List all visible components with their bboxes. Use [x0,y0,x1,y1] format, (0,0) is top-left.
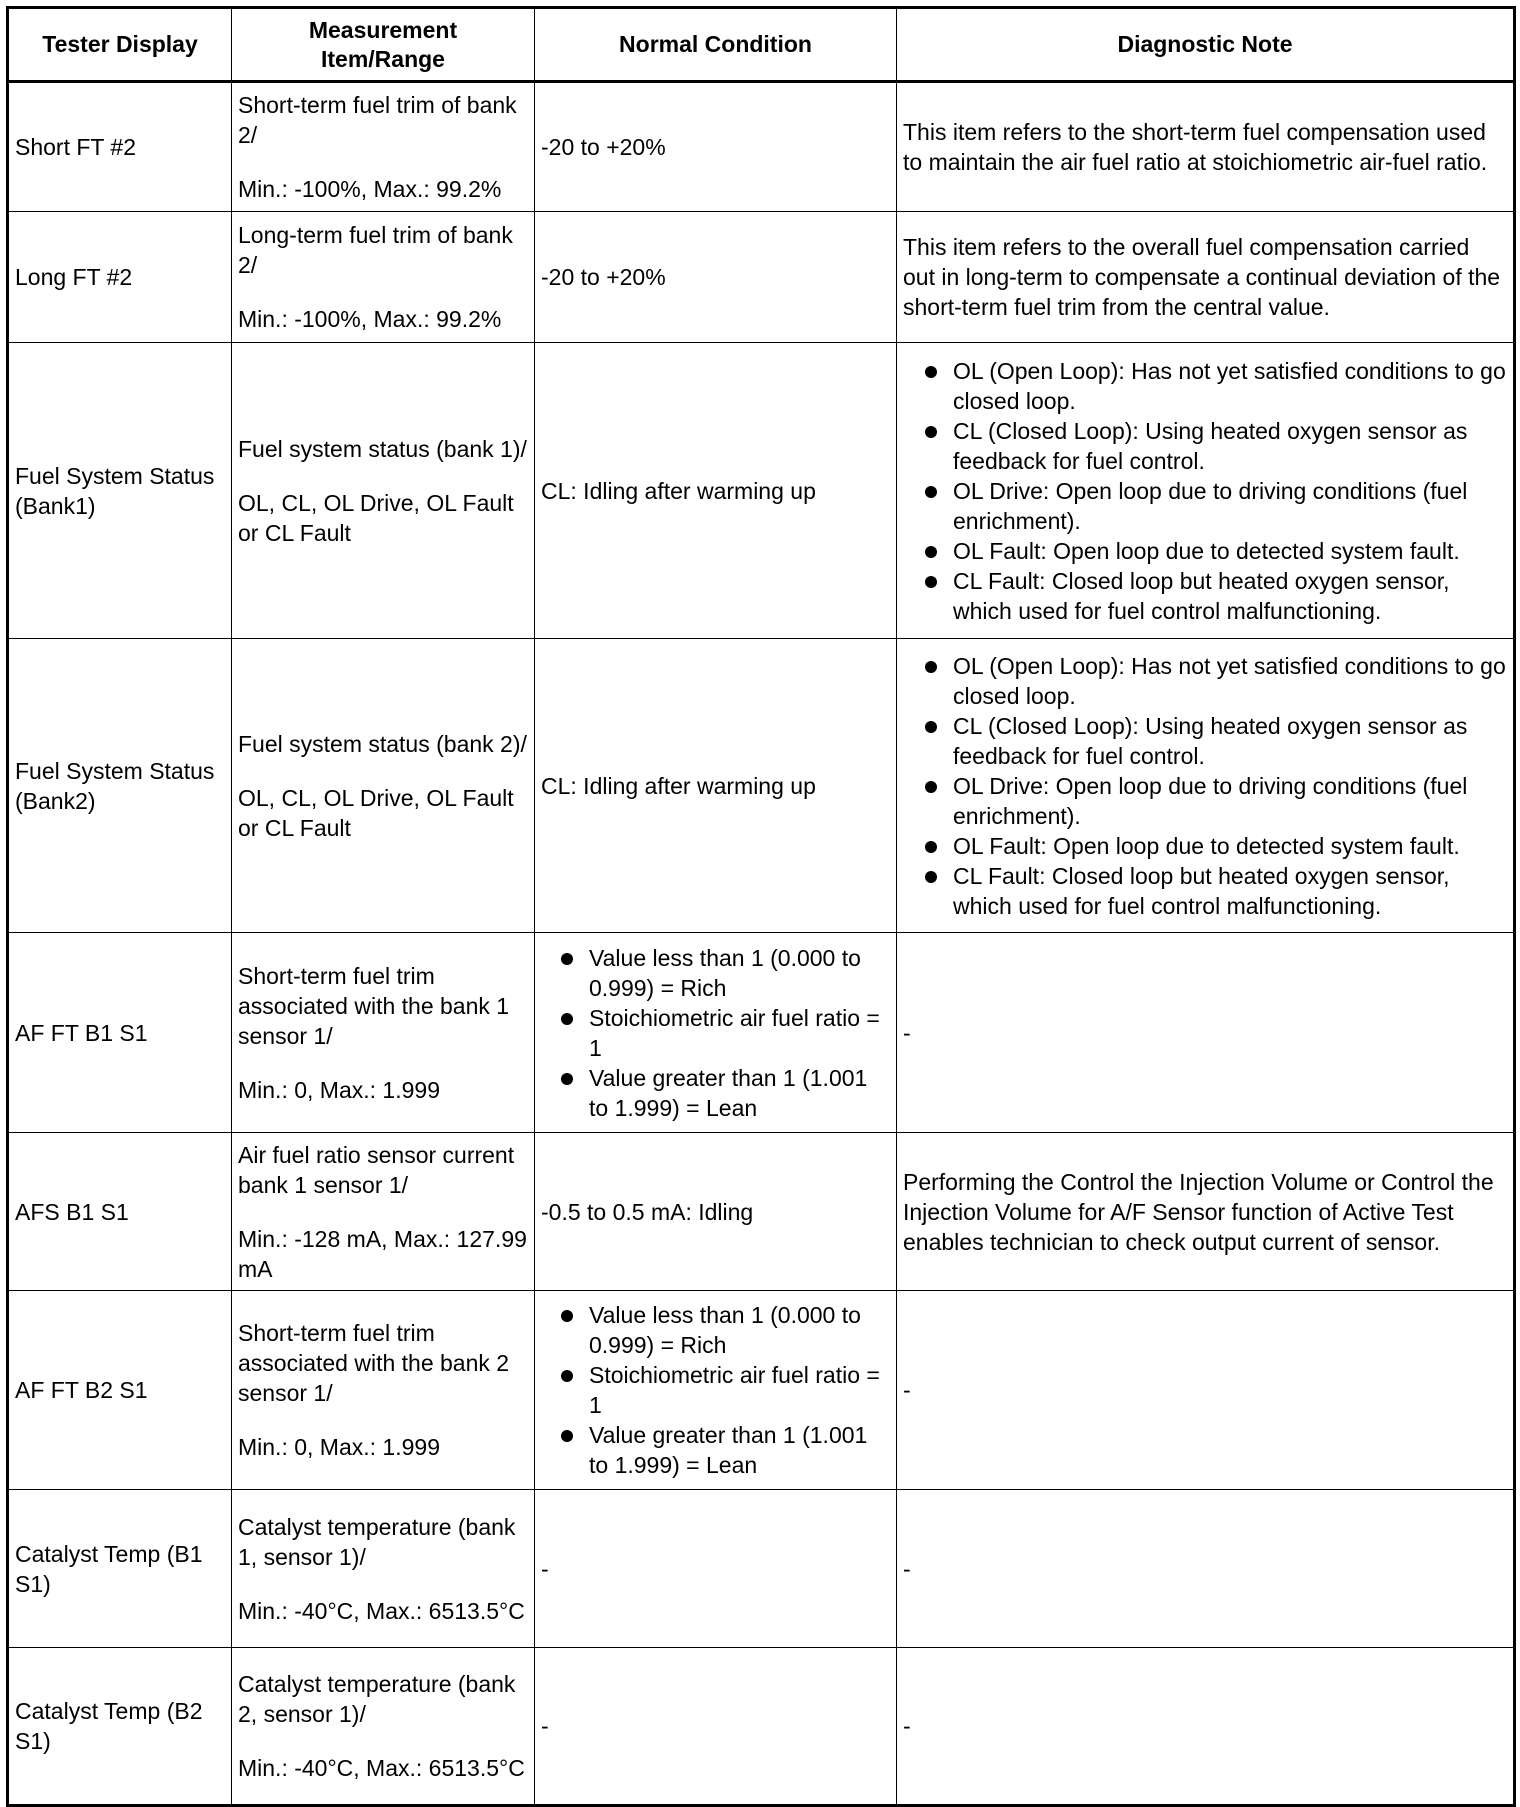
measurement-range: Min.: 0, Max.: 1.999 [238,1076,440,1103]
measurement-cell [232,1133,535,1291]
header-diagnostic-note: Diagnostic Note [897,8,1515,82]
measurement-range: OL, CL, OL Drive, OL Fault or CL Fault [238,489,514,546]
measurement-cell [232,639,535,933]
measurement-item: Short-term fuel trim of bank 2/ [238,92,517,148]
list-item: Stoichiometric air fuel ratio = 1 [541,1003,890,1063]
measurement-range: Min.: 0, Max.: 1.999 [238,1434,440,1460]
table-row [8,1291,1515,1490]
tester-display-cell: Fuel System Status (Bank1) [8,343,232,639]
measurement-range: Min.: -128 mA, Max.: 127.99 mA [238,1225,527,1282]
diagnostic-note-cell: This item refers to the overall fuel compensation carried out in long-term to compensate a continual deviation of the short-term fuel trim from the central value. [897,212,1515,343]
diagnostic-note-cell [897,343,1515,639]
list-item: OL Fault: Open loop due to detected system fault. [903,831,1507,861]
normal-bullet-list [541,943,890,1123]
measurement-cell [232,212,535,343]
normal-bullet-list [541,1300,890,1480]
note-bullet-list [903,651,1507,921]
header-measurement-line2: Item/Range [321,45,445,72]
list-item: OL Fault: Open loop due to detected system fault. [903,536,1507,566]
note-bullet-list [903,356,1507,626]
measurement-item: Catalyst temperature (bank 2, sensor 1)/ [238,1671,516,1727]
tester-display-cell: AF FT B2 S1 [8,1291,232,1490]
measurement-range: Min.: -100%, Max.: 99.2% [238,306,502,332]
table-row [8,1648,1515,1806]
measurement-range: Min.: -100%, Max.: 99.2% [238,176,502,202]
list-item: Value greater than 1 (1.001 to 1.999) = Lean [541,1420,890,1480]
normal-condition-cell: CL: Idling after warming up [535,343,897,639]
measurement-range: Min.: -40°C, Max.: 6513.5°C [238,1755,525,1781]
list-item: OL (Open Loop): Has not yet satisfied conditions to go closed loop. [903,651,1507,711]
measurement-item: Short-term fuel trim associated with the bank 2 sensor 1/ [238,1320,510,1406]
diagnostic-note-cell: Performing the Control the Injection Volume or Control the Injection Volume for A/F Sensor function of Active Test enables technician to check output current of sensor. [897,1133,1515,1291]
measurement-cell [232,1291,535,1490]
list-item: Value less than 1 (0.000 to 0.999) = Rich [541,943,890,1003]
diagnostic-note-cell [897,639,1515,933]
measurement-cell [232,1648,535,1806]
header-normal-condition: Normal Condition [535,8,897,82]
table-row [8,343,1515,639]
diagnostic-data-table [6,6,1516,1807]
diagnostic-note-cell: - [897,1490,1515,1648]
diagnostic-note-cell: This item refers to the short-term fuel compensation used to maintain the air fuel ratio at stoichiometric air-fuel ratio. [897,82,1515,212]
normal-condition-cell: -20 to +20% [535,82,897,212]
list-item: Value less than 1 (0.000 to 0.999) = Rich [541,1300,890,1360]
measurement-item: Short-term fuel trim associated with the bank 1 sensor 1/ [238,962,510,1049]
table-row [8,639,1515,933]
measurement-item: Long-term fuel trim of bank 2/ [238,222,513,278]
normal-condition-cell: - [535,1648,897,1806]
tester-display-cell: Catalyst Temp (B1 S1) [8,1490,232,1648]
table-row [8,82,1515,212]
list-item: Value greater than 1 (1.001 to 1.999) = Lean [541,1063,890,1123]
table-row [8,212,1515,343]
header-tester-display: Tester Display [8,8,232,82]
header-measurement-item-range [232,8,535,82]
normal-condition-cell: -0.5 to 0.5 mA: Idling [535,1133,897,1291]
measurement-item: Fuel system status (bank 1)/ [238,435,527,462]
list-item: OL Drive: Open loop due to driving conditions (fuel enrichment). [903,771,1507,831]
header-row [8,8,1515,82]
table-row [8,1133,1515,1291]
diagnostic-note-cell: - [897,1648,1515,1806]
list-item: CL Fault: Closed loop but heated oxygen sensor, which used for fuel control malfunctioning. [903,566,1507,626]
header-measurement-line1: Measurement [308,16,458,43]
normal-condition-cell: - [535,1490,897,1648]
list-item: CL (Closed Loop): Using heated oxygen sensor as feedback for fuel control. [903,416,1507,476]
normal-condition-cell: CL: Idling after warming up [535,639,897,933]
measurement-item: Fuel system status (bank 2)/ [238,730,527,757]
list-item: CL Fault: Closed loop but heated oxygen sensor, which used for fuel control malfunctioning. [903,861,1507,921]
table-row [8,1490,1515,1648]
measurement-cell [232,1490,535,1648]
list-item: OL Drive: Open loop due to driving conditions (fuel enrichment). [903,476,1507,536]
measurement-cell [232,933,535,1133]
tester-display-cell: AFS B1 S1 [8,1133,232,1291]
normal-condition-cell [535,933,897,1133]
tester-display-cell: Short FT #2 [8,82,232,212]
diagnostic-note-cell: - [897,933,1515,1133]
list-item: Stoichiometric air fuel ratio = 1 [541,1360,890,1420]
measurement-item: Catalyst temperature (bank 1, sensor 1)/ [238,1513,516,1570]
tester-display-cell: AF FT B1 S1 [8,933,232,1133]
normal-condition-cell: -20 to +20% [535,212,897,343]
table-row [8,933,1515,1133]
measurement-cell [232,82,535,212]
measurement-item: Air fuel ratio sensor current bank 1 sensor 1/ [238,1141,515,1198]
diagnostic-note-cell: - [897,1291,1515,1490]
list-item: OL (Open Loop): Has not yet satisfied conditions to go closed loop. [903,356,1507,416]
tester-display-cell: Catalyst Temp (B2 S1) [8,1648,232,1806]
measurement-range: Min.: -40°C, Max.: 6513.5°C [238,1597,525,1624]
list-item: CL (Closed Loop): Using heated oxygen sensor as feedback for fuel control. [903,711,1507,771]
tester-display-cell: Fuel System Status (Bank2) [8,639,232,933]
normal-condition-cell [535,1291,897,1490]
tester-display-cell: Long FT #2 [8,212,232,343]
measurement-cell [232,343,535,639]
measurement-range: OL, CL, OL Drive, OL Fault or CL Fault [238,784,514,841]
